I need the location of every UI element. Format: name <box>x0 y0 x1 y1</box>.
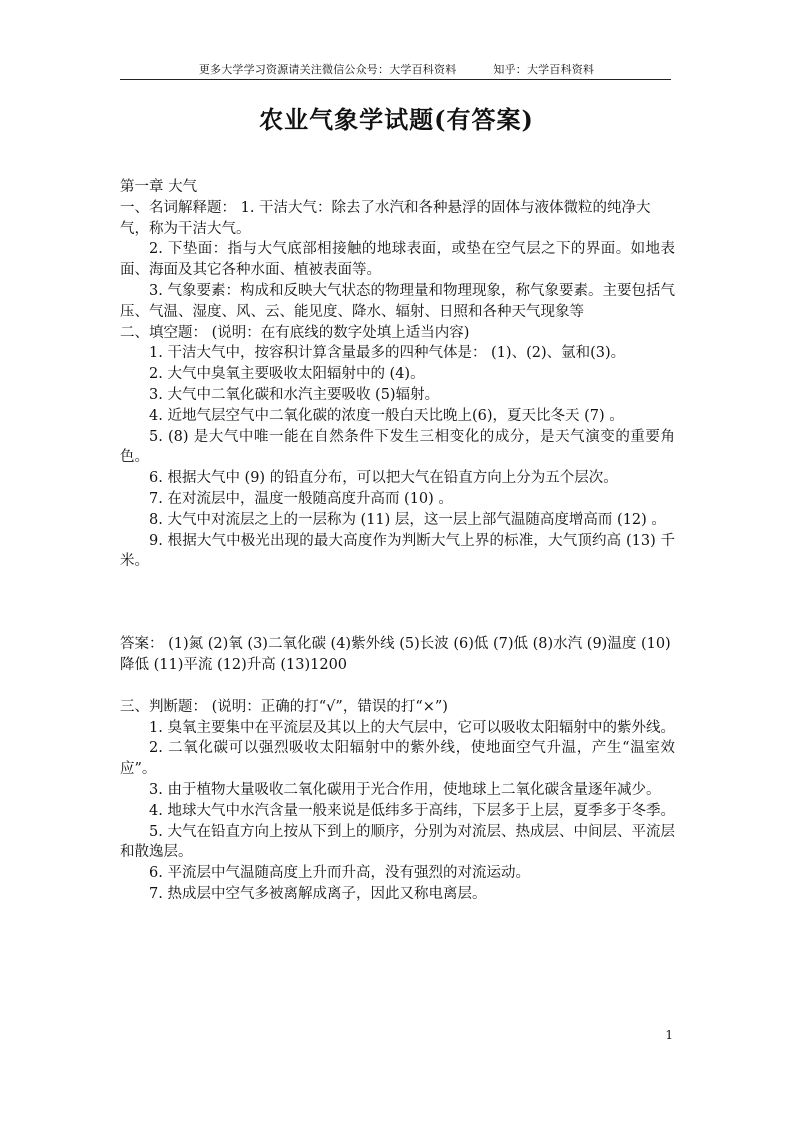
definition-heading-item-1: 一、名词解释题： 1. 干洁大气：除去了水汽和各种悬浮的固体与液体微粒的纯净大气，称为干洁大气。 <box>120 199 651 237</box>
header-divider <box>120 79 671 80</box>
definition-item-3: 3. 气象要素：构成和反映大气状态的物理量和物理现象，称气象要素。主要包括气压、气温、湿度、风、云、能见度、降水、辐射、日照和各种天气现象等 <box>120 282 675 320</box>
document-title: 农业气象学试题(有答案) <box>259 105 534 134</box>
true-false-item-3: 3. 由于植物大量吸收二氧化碳用于光合作用，使地球上二氧化碳含量逐年减少。 <box>149 781 661 798</box>
spacer <box>120 676 675 697</box>
document-body <box>120 177 675 905</box>
fill-blank-item-2: 2. 大气中臭氧主要吸收太阳辐射中的 (4)。 <box>149 366 425 383</box>
true-false-item-5: 5. 大气在铅直方向上按从下到上的顺序，分别为对流层、热成层、中间层、平流层和散逸层。 <box>120 823 675 861</box>
fill-blank-item-6: 6. 根据大气中 (9) 的铅直分布，可以把大气在铅直方向上分为五个层次。 <box>149 470 618 487</box>
spacer <box>120 572 675 634</box>
true-false-heading: 三、判断题： (说明：正确的打“√”，错误的打“×”) <box>120 698 448 715</box>
fill-blank-item-4: 4. 近地气层空气中二氧化碳的浓度一般白天比晚上(6)，夏天比冬天 (7) 。 <box>149 407 624 424</box>
page-number: 1 <box>665 1028 673 1042</box>
page-header: 更多大学学习资源请关注微信公众号：大学百科资料 知乎：大学百科资料 <box>198 63 595 76</box>
fill-blank-item-1: 1. 干洁大气中，按容积计算含量最多的四种气体是： (1)、(2)、氩和(3)。 <box>149 345 626 362</box>
answer-key: 答案： (1)氮 (2)氧 (3)二氧化碳 (4)紫外线 (5)长波 (6)低 (7)低 (8)水汽 (9)温度 (10)降低 (11)平流 (12)升高 (13)1200 <box>120 636 671 673</box>
fill-blank-item-3: 3. 大气中二氧化碳和水汽主要吸收 (5)辐射。 <box>149 386 440 403</box>
fill-blank-item-7: 7. 在对流层中，温度一般随高度升高而 (10) 。 <box>149 490 453 507</box>
chapter-heading: 第一章 大气 <box>120 179 198 195</box>
fill-blank-item-8: 8. 大气中对流层之上的一层称为 (11) 层，这一层上部气温随高度增高而 (12) 。 <box>149 511 666 528</box>
true-false-item-2: 2. 二氧化碳可以强烈吸收太阳辐射中的紫外线，使地面空气升温，产生“温室效应”。 <box>120 740 675 778</box>
fill-blank-heading: 二、填空题： (说明：在有底线的数字处填上适当内容) <box>120 324 470 341</box>
true-false-item-1: 1. 臭氧主要集中在平流层及其以上的大气层中，它可以吸收太阳辐射中的紫外线。 <box>149 719 675 736</box>
true-false-item-6: 6. 平流层中气温随高度上升而升高，没有强烈的对流运动。 <box>149 865 530 882</box>
true-false-item-4: 4. 地球大气中水汽含量一般来说是低纬多于高纬，下层多于上层，夏季多于冬季。 <box>149 802 675 819</box>
fill-blank-item-5: 5. (8) 是大气中唯一能在自然条件下发生三相变化的成分，是天气演变的重要角色。 <box>120 428 675 466</box>
definition-item-2: 2. 下垫面：指与大气底部相接触的地球表面，或垫在空气层之下的界面。如地表面、海面及其它各种水面、植被表面等。 <box>120 241 675 279</box>
true-false-item-7: 7. 热成层中空气多被离解成离子，因此又称电离层。 <box>149 885 487 902</box>
fill-blank-item-9: 9. 根据大气中极光出现的最大高度作为判断大气上界的标准，大气顶约高 (13) 千米。 <box>120 532 675 570</box>
